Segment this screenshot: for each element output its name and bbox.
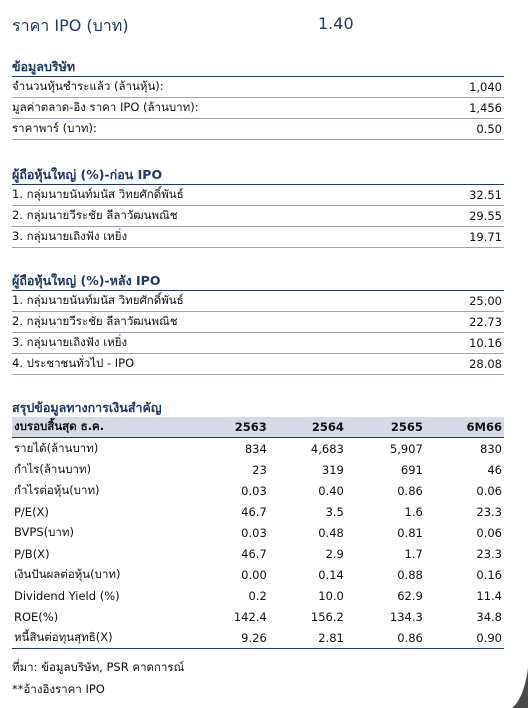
row-label-cell: กำไรต่อหุ้น(บาท) xyxy=(14,482,100,497)
ipo-price-label: ราคา IPO (บาท) xyxy=(12,16,129,35)
financial-summary-section xyxy=(12,398,504,649)
value-cell: 0.40 xyxy=(318,483,344,498)
row-label-cell: P/E(X) xyxy=(14,504,49,519)
row-value: 25.00 xyxy=(469,294,502,308)
row-label-cell: หนี้สินต่อทุนสุทธิ(X) xyxy=(12,627,207,649)
value-cell: 0.90 xyxy=(425,627,504,649)
row-value: 32.51 xyxy=(469,188,502,202)
row-value: 0.50 xyxy=(476,122,502,136)
row-label: 1. กลุ่มนายนันท์มนัส วิทยศักดิ์พันธ์ xyxy=(12,293,184,307)
value-cell: 2.81 xyxy=(269,627,346,649)
row-label-cell: เงินปันผลต่อหุ้น(บาท) xyxy=(14,566,121,581)
row-label: 2. กลุ่มนายวีระชัย ลีลาวัฒนพณิช xyxy=(12,208,178,222)
value-cell: 23 xyxy=(252,462,267,477)
row-label: 3. กลุ่มนายเถิงฟัง เหยิ่ง xyxy=(12,229,128,243)
company-info-row xyxy=(12,119,504,140)
value-cell: 2.9 xyxy=(325,546,344,561)
shareholder-row xyxy=(12,354,504,375)
value-cell: 142.4 xyxy=(233,609,267,624)
value-cell: 830 xyxy=(480,441,502,456)
shareholder-row xyxy=(12,291,504,312)
value-cell: 0.06 xyxy=(476,525,502,540)
value-cell: 46.7 xyxy=(241,504,267,519)
row-label: 2. กลุ่มนายวีระชัย ลีลาวัฒนพณิช xyxy=(12,314,178,328)
value-cell: 834 xyxy=(244,441,267,456)
row-value: 19.71 xyxy=(469,230,502,244)
table-row xyxy=(12,522,504,543)
value-cell: 1.6 xyxy=(404,504,423,519)
row-label: 1. กลุ่มนายนันท์มนัส วิทยศักดิ์พันธ์ xyxy=(12,187,184,201)
header-cell: 6M66 xyxy=(425,417,504,438)
value-cell: 0.88 xyxy=(397,567,423,582)
row-label: 3. กลุ่มนายเถิงฟัง เหยิ่ง xyxy=(12,335,128,349)
value-cell: 0.00 xyxy=(241,567,267,582)
table-row xyxy=(12,543,504,564)
table-row xyxy=(12,585,504,606)
row-label-cell: P/B(X) xyxy=(14,546,50,561)
row-value: 29.55 xyxy=(469,209,502,223)
shareholder-row xyxy=(12,227,504,248)
financial-table-body xyxy=(12,438,504,649)
value-cell: 4,683 xyxy=(310,441,344,456)
row-label: มูลค่าตลาด-อิง ราคา IPO (ล้านบาท): xyxy=(12,100,199,114)
value-cell: 34.8 xyxy=(476,609,502,624)
row-value: 28.08 xyxy=(469,357,502,371)
value-cell: 46 xyxy=(487,462,502,477)
row-label: 4. ประชาชนทั่วไป - IPO xyxy=(12,356,135,370)
value-cell: 691 xyxy=(400,462,423,477)
shareholder-row xyxy=(12,333,504,354)
row-value: 1,040 xyxy=(469,80,502,94)
row-value: 22.73 xyxy=(469,315,502,329)
company-info-row xyxy=(12,77,504,98)
value-cell: 11.4 xyxy=(476,588,502,603)
shareholders-pre-section xyxy=(12,165,504,248)
value-cell: 0.16 xyxy=(476,567,502,582)
row-value: 10.16 xyxy=(469,336,502,350)
shareholder-row xyxy=(12,206,504,227)
row-label-cell: กำไร(ล้านบาท) xyxy=(14,461,92,476)
ipo-price-row xyxy=(12,14,512,40)
company-info-title: ข้อมูลบริษัท xyxy=(12,57,504,77)
shareholder-row xyxy=(12,312,504,333)
value-cell: 0.06 xyxy=(476,483,502,498)
notes xyxy=(12,656,184,700)
value-cell: 0.14 xyxy=(318,567,344,582)
value-cell: 0.03 xyxy=(241,525,267,540)
footnote: **อ้างอิงราคา IPO xyxy=(12,682,105,696)
row-label: ราคาพาร์ (บาท): xyxy=(12,121,97,135)
value-cell: 46.7 xyxy=(241,546,267,561)
shareholder-row xyxy=(12,185,504,206)
value-cell: 9.26 xyxy=(207,627,269,649)
header-cell: 2564 xyxy=(269,417,346,438)
table-row xyxy=(12,627,504,649)
table-row xyxy=(12,459,504,480)
value-cell: 3.5 xyxy=(325,504,344,519)
value-cell: 0.86 xyxy=(397,483,423,498)
row-label-cell: BVPS(บาท) xyxy=(14,524,74,539)
header-cell: 2565 xyxy=(346,417,425,438)
value-cell: 0.86 xyxy=(346,627,425,649)
company-info-row xyxy=(12,98,504,119)
row-value: 1,456 xyxy=(469,101,502,115)
value-cell: 0.48 xyxy=(318,525,344,540)
ipo-price-value: 1.40 xyxy=(318,14,354,33)
value-cell: 10.0 xyxy=(318,588,344,603)
value-cell: 134.3 xyxy=(389,609,423,624)
page-curl-decoration xyxy=(512,668,528,708)
shareholders-post-title: ผู้ถือหุ้นใหญ่ (%)-หลัง IPO xyxy=(12,271,504,291)
financial-summary-title: สรุปข้อมูลทางการเงินสำคัญ xyxy=(12,400,162,415)
header-cell: งบรอบสิ้นสุด ธ.ค. xyxy=(12,417,207,438)
financial-table xyxy=(12,417,504,649)
table-row xyxy=(12,501,504,522)
value-cell: 0.81 xyxy=(397,525,423,540)
shareholders-pre-title: ผู้ถือหุ้นใหญ่ (%)-ก่อน IPO xyxy=(12,165,504,185)
value-cell: 23.3 xyxy=(476,546,502,561)
value-cell: 156.2 xyxy=(310,609,344,624)
table-row xyxy=(12,564,504,585)
value-cell: 319 xyxy=(321,462,344,477)
table-row xyxy=(12,438,504,460)
table-row xyxy=(12,480,504,501)
value-cell: 62.9 xyxy=(397,588,423,603)
company-info-section xyxy=(12,57,504,140)
row-label: จำนวนหุ้นชำระแล้ว (ล้านหุ้น): xyxy=(12,79,164,93)
table-header-row xyxy=(12,417,504,438)
header-cell: 2563 xyxy=(207,417,269,438)
table-row xyxy=(12,606,504,627)
value-cell: 5,907 xyxy=(389,441,423,456)
value-cell: 0.03 xyxy=(241,483,267,498)
shareholders-post-section xyxy=(12,271,504,375)
row-label-cell: Dividend Yield (%) xyxy=(14,588,120,603)
value-cell: 1.7 xyxy=(404,546,423,561)
value-cell: 23.3 xyxy=(476,504,502,519)
row-label-cell: ROE(%) xyxy=(14,609,59,624)
row-label-cell: รายได้(ล้านบาท) xyxy=(14,440,99,455)
source-note: ที่มา: ข้อมูลบริษัท, PSR คาดการณ์ xyxy=(12,660,185,674)
value-cell: 0.2 xyxy=(248,588,267,603)
